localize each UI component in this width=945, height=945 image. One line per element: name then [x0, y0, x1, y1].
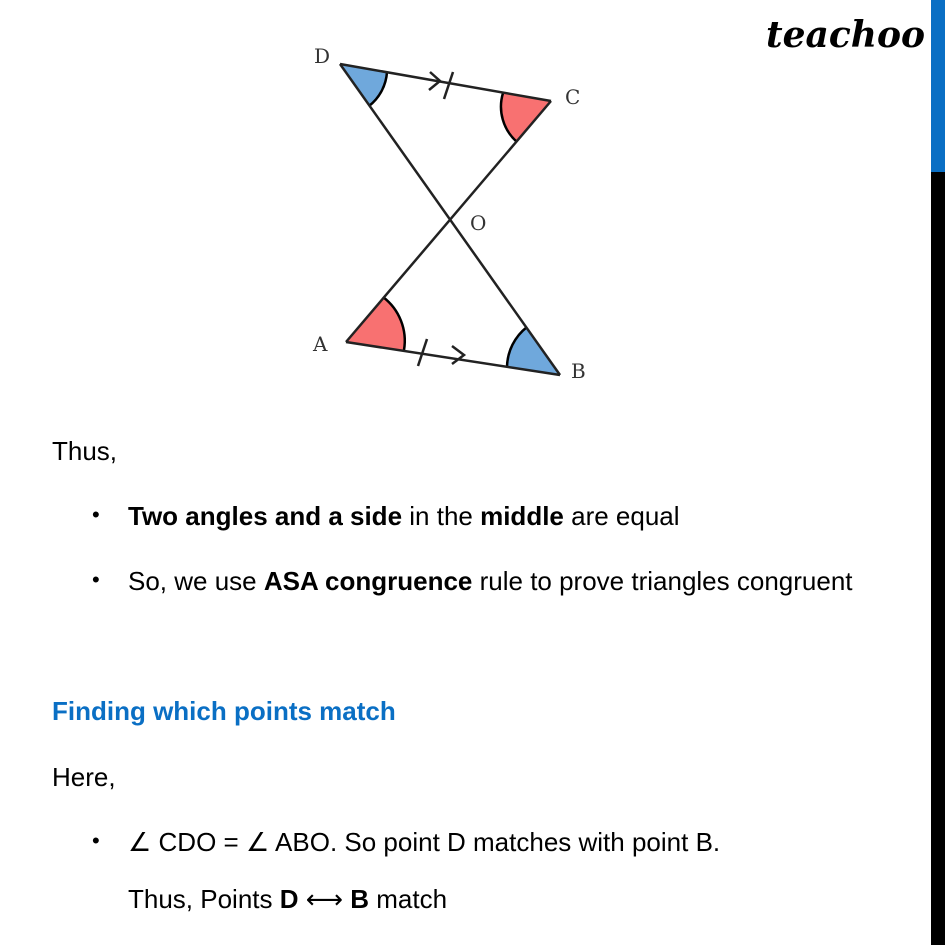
bullet-icon: •	[92, 828, 100, 853]
section-heading: Finding which points match	[52, 696, 396, 726]
bullet-angle-match: ∠ CDO = ∠ ABO. So point D matches with point B.	[128, 827, 721, 857]
bullet-asa-rule: So, we use ASA congruence rule to prove triangles congruent	[128, 566, 853, 596]
points-match-conclusion: Thus, Points D ⟷ B match	[128, 884, 448, 914]
sidebar-accent-black	[931, 172, 945, 945]
bullet-icon: •	[92, 502, 100, 527]
label-a: A	[313, 332, 328, 356]
teachoo-logo: teachoo	[766, 14, 925, 56]
angle-a-fill	[346, 297, 405, 350]
label-b: B	[571, 359, 586, 383]
triangle-diagram	[300, 30, 600, 400]
label-o: O	[470, 211, 487, 235]
bullet-icon: •	[92, 567, 100, 592]
sidebar-accent-blue	[931, 0, 945, 172]
here-text: Here,	[52, 762, 116, 792]
label-d: D	[314, 44, 331, 68]
bullet-two-angles: Two angles and a side in the middle are equal	[128, 501, 680, 531]
label-c: C	[565, 85, 581, 109]
thus-text: Thus,	[52, 436, 118, 466]
